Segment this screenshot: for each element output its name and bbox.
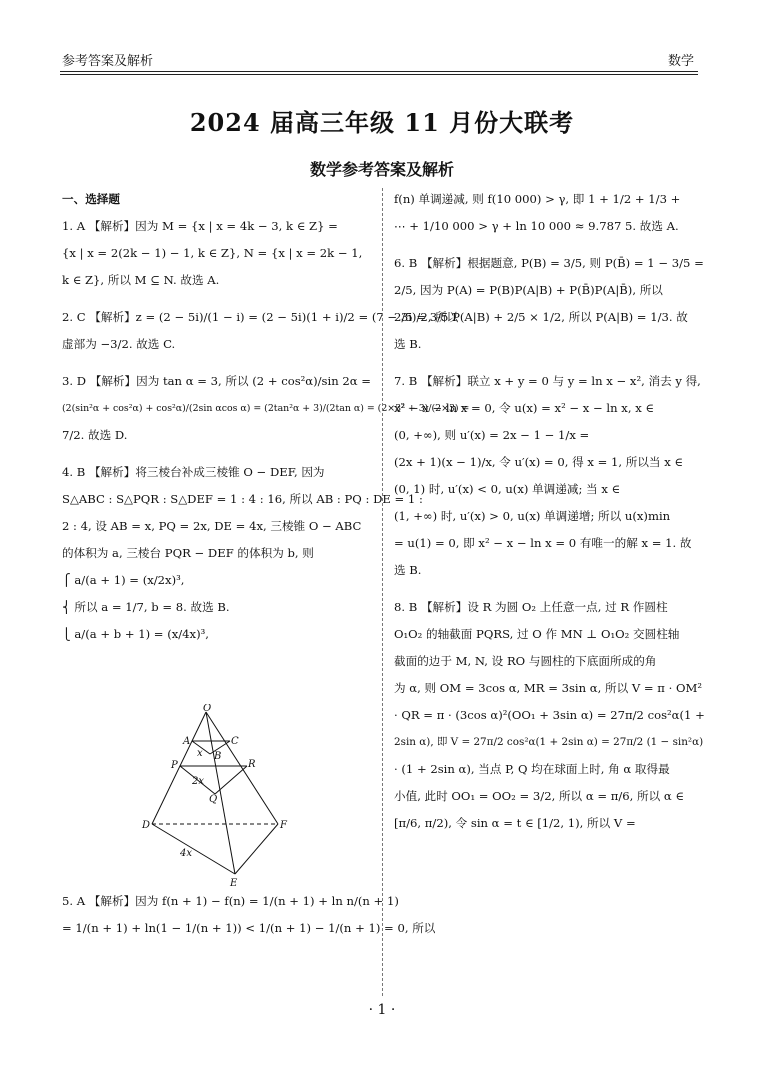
answer-line: = 1/(n + 1) + ln(1 − 1/(n + 1)) < 1/(n + 1) − 1/(n + 1) = 0, 所以 <box>62 921 436 935</box>
answer-line: · QR = π · (3cos α)²(OO₁ + 3sin α) = 27π/2 cos²α(1 + <box>394 708 705 722</box>
label-C: C <box>231 736 239 747</box>
answer-line: S△ABC : S△PQR : S△DEF = 1 : 4 : 16, 所以 AB : PQ : DE = 1 : <box>62 492 423 506</box>
answer-line: x² − x − ln x = 0, 令 u(x) = x² − x − ln x, x ∈ <box>394 401 655 415</box>
answer-line: k ∈ Z}, 所以 M ⊆ N. 故选 A. <box>62 273 220 287</box>
answer-line: 1. A 【解析】因为 M = {x | x = 4k − 3, k ∈ Z} = <box>62 219 338 233</box>
spacer <box>394 584 706 594</box>
answer-line: f(n) 单调递减, 则 f(10 000) > γ, 即 1 + 1/2 + 1/3 + <box>394 192 681 206</box>
label-D: D <box>142 820 151 831</box>
label-F: F <box>280 820 287 831</box>
header-left: 参考答案及解析 <box>62 54 154 69</box>
answer-line: ⎧ a/(a + 1) = (x/2x)³, <box>62 573 185 587</box>
spacer <box>394 358 706 368</box>
left-column-bottom <box>62 888 436 942</box>
page-title: 2024 届高三年级 11 月份大联考 <box>189 108 575 137</box>
label-P: P <box>171 760 178 771</box>
frustum-figure <box>140 704 292 888</box>
answer-line: 为 α, 则 OM = 3cos α, MR = 3sin α, 所以 V = π · OM² <box>394 681 703 695</box>
spacer <box>62 358 368 368</box>
answer-line: ⎩ a/(a + b + 1) = (x/4x)³, <box>62 627 209 641</box>
answer-line: O₁O₂ 的轴截面 PQRS, 过 O 作 MN ⊥ O₁O₂ 交圆柱轴 <box>394 627 680 641</box>
answer-line: (0, 1) 时, u′(x) < 0, u(x) 单调递减; 当 x ∈ <box>394 482 621 496</box>
answer-line: 7/2. 故选 D. <box>62 428 128 442</box>
label-E: E <box>230 878 238 888</box>
answer-line: = u(1) = 0, 即 x² − x − ln x = 0 有唯一的解 x = 1. 故 <box>394 536 692 550</box>
answer-line: 的体积为 a, 三棱台 PQR − DEF 的体积为 b, 则 <box>62 546 314 560</box>
answer-line: 8. B 【解析】设 R 为圆 O₂ 上任意一点, 过 R 作圆柱 <box>394 600 668 614</box>
answer-line: ⋯ + 1/10 000 > γ + ln 10 000 ≈ 9.787 5. 故选 A. <box>394 219 679 233</box>
answer-line: 2. C 【解析】z = (2 − 5i)/(1 − i) = (2 − 5i)(1 + i)/2 = (7 − 3i)/2, 所以 <box>62 310 459 324</box>
frustum-diagram <box>140 704 292 888</box>
answer-line: 2/5, 因为 P(A) = P(B)P(A|B) + P(B̄)P(A|B̄), 所以 <box>394 283 663 297</box>
answer-line: (2x + 1)(x − 1)/x, 令 u′(x) = 0, 得 x = 1, 所以当 x ∈ <box>394 455 684 469</box>
answer-line: [π/6, π/2), 令 sin α = t ∈ [1/2, 1), 所以 V = <box>394 816 636 830</box>
page-subtitle: 数学参考答案及解析 <box>309 160 454 179</box>
answer-line: (2(sin²α + cos²α) + cos²α)/(2sin αcos α) = (2tan²α + 3)/(2tan α) = (2×3² + 3)/(2×3) = <box>62 403 470 414</box>
label-Q: Q <box>209 794 218 805</box>
answer-line: 虚部为 −3/2. 故选 C. <box>62 337 176 351</box>
answer-line: (0, +∞), 则 u′(x) = 2x − 1 − 1/x = <box>394 428 590 442</box>
answer-line: 5. A 【解析】因为 f(n + 1) − f(n) = 1/(n + 1) + ln n/(n + 1) <box>62 894 399 908</box>
label-A: A <box>183 736 191 747</box>
label-2x: 2x <box>192 776 205 787</box>
left-column <box>62 186 470 648</box>
answer-line: 小值, 此时 OO₁ = OO₂ = 3/2, 所以 α = π/6, 所以 α ∈ <box>394 789 684 803</box>
label-B: B <box>214 751 222 762</box>
column-divider <box>382 188 383 996</box>
answer-line: · (1 + 2sin α), 当点 P, Q 均在球面上时, 角 α 取得最 <box>394 762 670 776</box>
answer-line: 4. B 【解析】将三棱台补成三棱锥 O − DEF, 因为 <box>62 465 325 479</box>
page-number: · 1 · <box>368 1002 396 1018</box>
answer-line: 选 B. <box>394 563 422 577</box>
answer-line: 7. B 【解析】联立 x + y = 0 与 y = ln x − x², 消去 y 得, <box>394 374 701 388</box>
section-heading: 一、选择题 <box>62 192 120 206</box>
answer-line: 截面的边于 M, N, 设 RO 与圆柱的下底面所成的角 <box>394 654 657 668</box>
answer-line: 6. B 【解析】根据题意, P(B) = 3/5, 则 P(B̄) = 1 − 3/5 = <box>394 256 704 270</box>
header-rule-thin <box>60 74 698 75</box>
answer-line: {x | x = 2(2k − 1) − 1, k ∈ Z}, N = {x | x = 2k − 1, <box>62 246 363 260</box>
answer-line: 2/5 = 3/5 P(A|B) + 2/5 × 1/2, 所以 P(A|B) = 1/3. 故 <box>394 310 688 324</box>
answer-line: 2sin α), 即 V = 27π/2 cos²α(1 + 2sin α) = 27π/2 (1 − sin²α) <box>394 736 704 748</box>
spacer <box>62 294 368 304</box>
right-column <box>394 186 706 837</box>
header-rule <box>60 71 698 72</box>
label-R: R <box>248 759 256 770</box>
spacer <box>62 449 368 459</box>
label-O-top: O <box>203 704 212 714</box>
answer-line: (1, +∞) 时, u′(x) > 0, u(x) 单调递增; 所以 u(x)min <box>394 509 671 523</box>
spacer <box>394 240 706 250</box>
label-4x: 4x <box>180 848 193 859</box>
label-x: x <box>197 748 203 759</box>
answer-line: ⎨ 所以 a = 1/7, b = 8. 故选 B. <box>62 600 230 614</box>
header-right: 数学 <box>667 54 694 69</box>
answer-line: 2 : 4, 设 AB = x, PQ = 2x, DE = 4x, 三棱锥 O − ABC <box>62 519 362 533</box>
answer-line: 3. D 【解析】因为 tan α = 3, 所以 (2 + cos²α)/sin 2α = <box>62 374 371 388</box>
answer-line: 选 B. <box>394 337 422 351</box>
